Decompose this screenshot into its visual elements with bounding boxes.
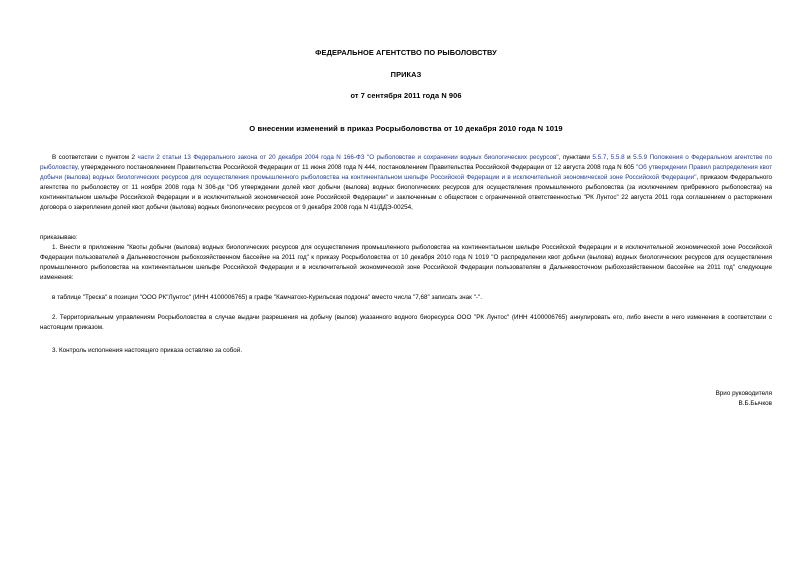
preamble-text: и bbox=[624, 154, 634, 161]
order-title: О внесении изменений в приказ Росрыболовства от 10 декабря 2010 года N 1019 bbox=[249, 124, 563, 133]
signatory-name: В.Б.Бычков bbox=[738, 400, 772, 407]
document-page bbox=[40, 0, 772, 571]
order-item-3: 3. Контроль исполнения настоящего приказа оставляю за собой. bbox=[52, 347, 243, 354]
signatory-role: Врио руководителя bbox=[715, 390, 772, 397]
link-federal-law[interactable]: части 2 статьи 13 Федерального закона от 20 декабря 2004 года N 166-ФЗ "О рыболовстве и сохранении водных биологических ресурсов" bbox=[137, 154, 559, 161]
link-item-5-5-7[interactable]: 5.5.7 bbox=[592, 154, 607, 161]
order-item-2: 2. Территориальным управлениям Росрыболовства в случае выдачи разрешения на добычу (вылов) указанного водного биоресурса ООО "РК Лунтос" (ИНН 4100006765) аннулировать его, либо внести в него изменения в соответствии с настоящим приказом. bbox=[40, 314, 772, 331]
order-date: от 7 сентября 2011 года N 906 bbox=[350, 91, 462, 100]
order-heading: ПРИКАЗ bbox=[390, 70, 422, 79]
preamble-text: В соответствии с пунктом 2 bbox=[52, 154, 138, 161]
preamble-paragraph bbox=[40, 153, 772, 213]
link-agency-regulation[interactable]: 5.5.9 Положения о Федеральном агентстве по рыболовству bbox=[40, 154, 772, 171]
order-item-1: 1. Внести в приложение "Квоты добычи (вылова) водных биологических ресурсов для осуществления промышленного рыболовства на континентальном шельфе Российской Федерации и в исключительной экономической зоне Российской Федерации пользователей в Дальневосточном рыбохозяйственном бассейне на 2011 год" к приказу Росрыболовства от 10 декабря 2010 года N 1019 "О распределении квот добычи (вылова) водных биологических ресурсов для осуществления промышленного рыболовства на континентальном шельфе Российской Федерации и в исключительной экономической зоне Российской Федерации пользователям в Дальневосточном рыбохозяйственном бассейне на 2011 год" следующие изменения: bbox=[40, 244, 772, 281]
preamble-text: , bbox=[606, 154, 611, 161]
preamble-text: , утвержденного постановлением Правительства Российской Федерации от 11 июня 2008 года N 444, постановлением Правительства Российской Федерации от 12 августа 2008 года N 605 bbox=[77, 164, 637, 171]
agency-name: ФЕДЕРАЛЬНОЕ АГЕНТСТВО ПО РЫБОЛОВСТВУ bbox=[315, 48, 497, 57]
link-quota-rules[interactable]: "Об утверждении Правил распределения квот добычи (вылова) водных биологических ресурсов для осуществления промышленного рыболовства на континентальном шельфе Российской Федерации и в исключительной экономической зоне Российской Федерации" bbox=[40, 164, 772, 181]
preamble-text: , пунктами bbox=[558, 154, 593, 161]
preamble-text: , приказом Федерального агентства по рыболовству от 11 ноября 2008 года N 306-дк "Об утверждении долей квот добычи (вылова) водных биологических ресурсов для осуществления промышленного рыболовства (за исключением прибрежного рыболовства) на континентальном шельфе Российской Федерации и в исключительной экономической зоне Российской Федерации" и заключенным с обществом с ограниченной ответственностью "РК Лунтос" 22 августа 2011 года соглашением о расторжении договора о закреплении долей квот добычи (вылова) водных биологических ресурсов от 9 декабря 2008 года N 41/ДДЭ-00254, bbox=[40, 174, 772, 211]
order-directive-label: приказываю: bbox=[40, 234, 78, 241]
order-table-change: в таблице "Треска" в позиции "ООО РК"Лунтос" (ИНН 4100006765) в графе "Камчатско-Курильская подзона" вместо числа "7,68" записать знак "-". bbox=[52, 294, 482, 301]
link-item-5-5-8[interactable]: 5.5.8 bbox=[610, 154, 625, 161]
